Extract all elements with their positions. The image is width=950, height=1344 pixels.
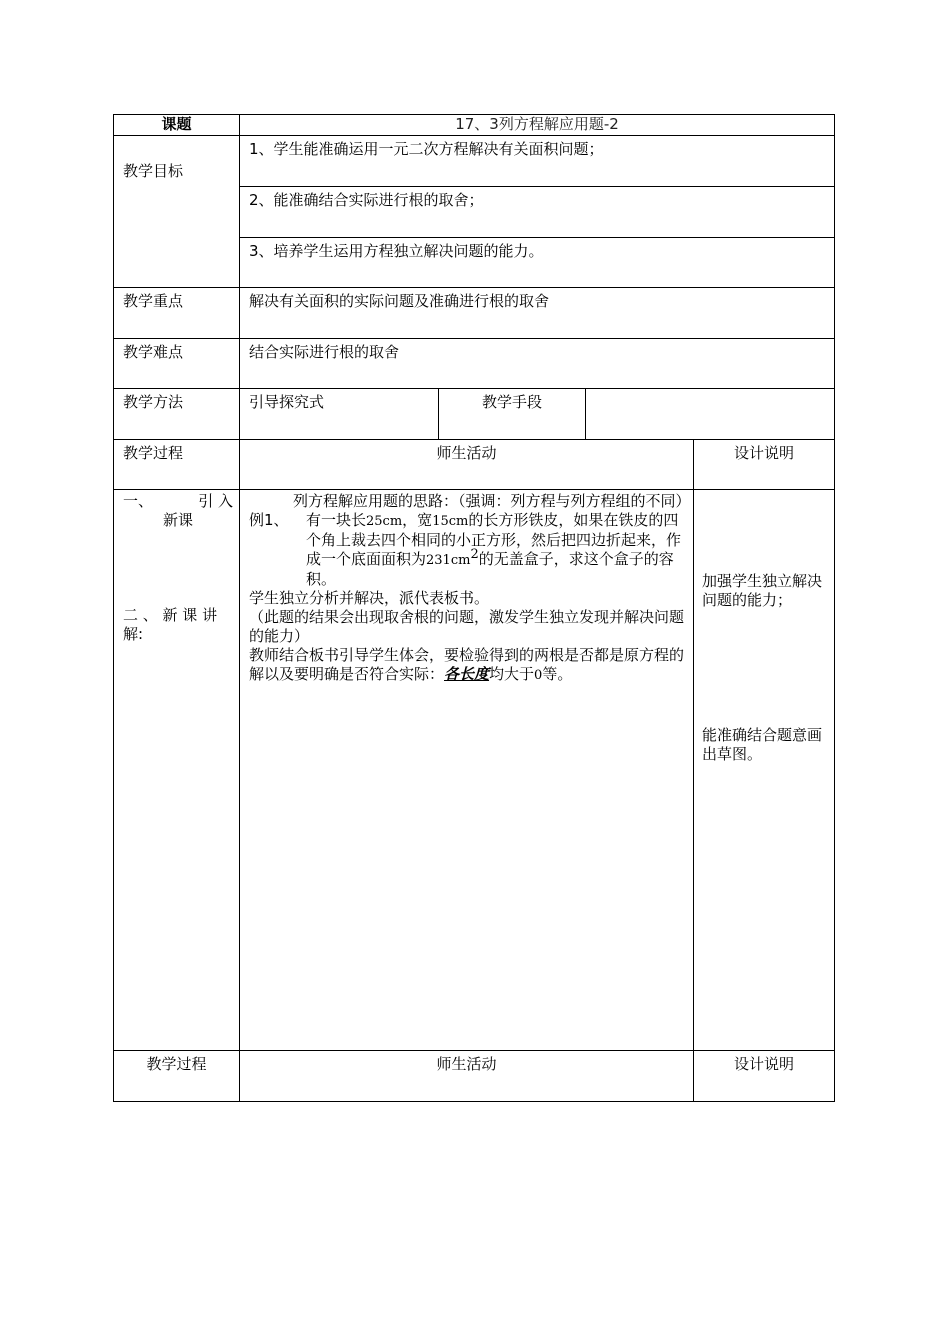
process-header-row	[114, 440, 835, 490]
example-length: 25cm	[366, 514, 403, 529]
emphasis-length: 各长度	[444, 665, 490, 683]
focus-row	[114, 288, 835, 339]
difficulty-row	[114, 339, 835, 389]
activity-content	[240, 490, 694, 1051]
topic-value: 17、3列方程解应用题-2	[240, 115, 835, 136]
teacher-line	[249, 646, 685, 685]
teacher-line-b: 均大于	[489, 665, 535, 683]
objectives-label	[114, 136, 240, 288]
example-1	[249, 511, 685, 589]
activity-header: 师生活动	[240, 440, 694, 490]
lesson-plan-table	[113, 114, 835, 1102]
teacher-line-a: 教师结合板书引导学生体会，要检验得到的两根是否都是原方程的解以及要明确是否符合实际：	[249, 646, 685, 683]
footer-design-header: 设计说明	[694, 1051, 835, 1102]
design-header: 设计说明	[694, 440, 835, 490]
example-tag: 例1、	[249, 511, 289, 529]
difficulty-label: 教学难点	[114, 339, 240, 389]
note-line: （此题的结果会出现取舍根的问题，激发学生独立发现并解决问题的能力）	[249, 608, 685, 645]
example-part-2: ，宽	[402, 511, 433, 529]
section-1-title-a: 引 入	[198, 492, 233, 510]
example-width: 15cm	[432, 514, 469, 529]
teacher-line-c: 等。	[542, 665, 573, 683]
difficulty-value: 结合实际进行根的取舍	[240, 339, 835, 389]
footer-activity-header: 师生活动	[240, 1051, 694, 1102]
design-notes	[694, 490, 835, 1051]
example-area-exp: 2	[470, 547, 479, 562]
topic-label: 课题	[114, 115, 240, 136]
section-2-title-b: 解:	[123, 625, 144, 643]
section-labels	[114, 490, 240, 1051]
method-row	[114, 389, 835, 440]
intro-text: 列方程解应用题的思路：（强调：列方程与列方程组的不同）	[293, 492, 691, 510]
means-label: 教学手段	[439, 389, 586, 440]
design-note-2: 能准确结合题意画出草图。	[702, 726, 823, 763]
process-label: 教学过程	[114, 440, 240, 490]
method-value: 引导探究式	[240, 389, 439, 440]
example-part-4: 的无盖盒子，求这个盒子的容积。	[306, 550, 674, 588]
focus-label: 教学重点	[114, 288, 240, 339]
objective-2: 2、能准确结合实际进行根的取舍；	[240, 187, 835, 238]
design-note-1: 加强学生独立解决问题的能力；	[702, 572, 823, 609]
example-part-3: 的长方形铁皮，如果在铁皮的四个角上裁去四个相同的小正方形，然后把四边折起来，作成一个底面面积为	[306, 511, 682, 568]
method-label: 教学方法	[114, 389, 240, 440]
teacher-line-zero: 0	[534, 668, 543, 683]
section-1-number: 一、	[123, 492, 154, 510]
objective-row-1	[114, 136, 835, 187]
topic-row	[114, 115, 835, 136]
example-area: 231cm	[426, 553, 471, 568]
footer-header-row	[114, 1051, 835, 1102]
section-1-title-b: 新课	[162, 511, 193, 529]
objectives-label-text: 教学目标	[123, 162, 184, 180]
student-line: 学生独立分析并解决，派代表板书。	[249, 589, 490, 607]
objective-3: 3、培养学生运用方程独立解决问题的能力。	[240, 238, 835, 288]
means-value	[586, 389, 835, 440]
objective-1: 1、学生能准确运用一元二次方程解决有关面积问题；	[240, 136, 835, 187]
example-part-1: 有一块长	[306, 511, 367, 529]
focus-value: 解决有关面积的实际问题及准确进行根的取舍	[240, 288, 835, 339]
section-2-title-a: 二 、 新 课 讲	[123, 606, 218, 624]
footer-process-label: 教学过程	[114, 1051, 240, 1102]
example-text	[306, 511, 685, 589]
section-1-heading	[123, 492, 233, 511]
process-body-row	[114, 490, 835, 1051]
